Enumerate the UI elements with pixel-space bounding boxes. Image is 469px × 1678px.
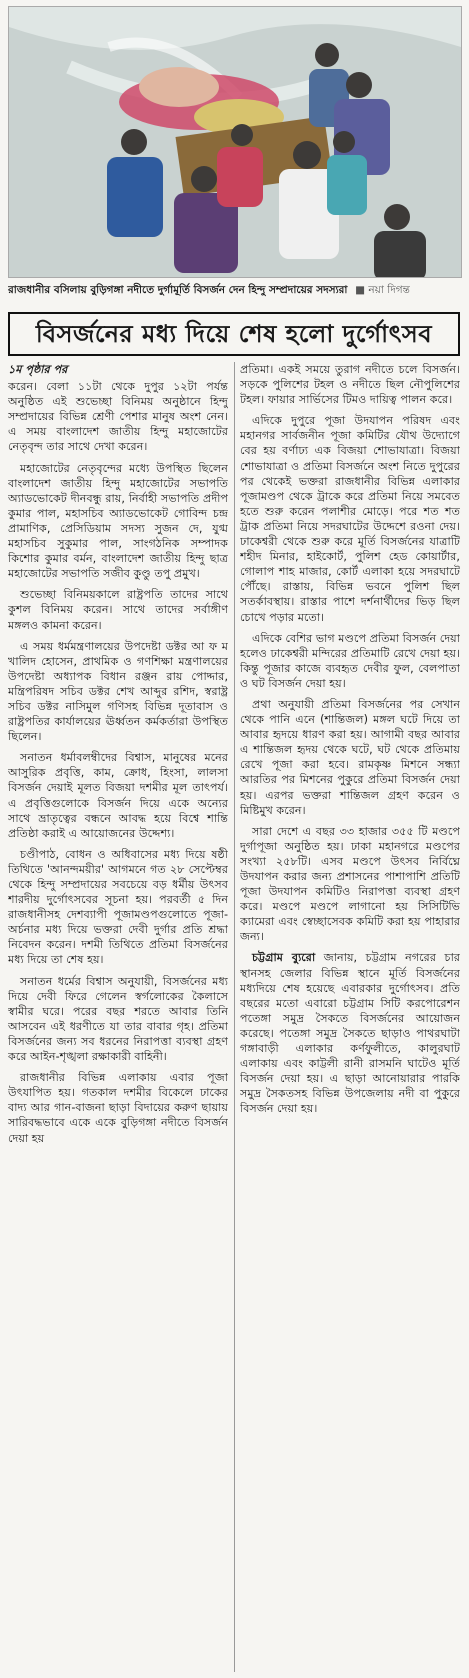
photo-caption — [8, 280, 460, 300]
continued-from-label: ১ম পৃষ্ঠার পর — [8, 363, 68, 376]
column-divider — [234, 362, 235, 1672]
paragraph: মহাজোটের নেতৃবৃন্দের মধ্যে উপস্থিত ছিলেন বাংলাদেশ জাতীয় হিন্দু মহাজোটের সভাপতি অ্যাডভোকেট দীনবন্ধু রায়, নির্বাহী সভাপতি প্রদীপ কুমার পাল, মহাসচিব অ্যাডভোকেট গোবিন্দ চন্দ্র প্রামাণিক, প্রেসিডিয়াম সদস্য সুজন দে, যুগ্ম মহাসচিব সুকুমার পাল, সাংগঠনিক সম্পাদক কিশোর কুমার বর্মন, বাংলাদেশ জাতীয় হিন্দু ছাত্র মহাজোটের সভাপতি সজীব কুণ্ডু তপু প্রমুখ। — [8, 461, 228, 581]
dateline-lead: চট্টগ্রাম ব্যুরো — [252, 951, 316, 965]
paragraph: প্রতিমা। একই সময়ে তুরাগ নদীতে চলে বিসর্জন। সড়কে পুলিশের টহল ও নদীতে ছিল নৌপুলিশের টহল। ফায়ার সার্ভিসের টিমও দায়িত্ব পালন করে। — [240, 363, 460, 407]
paragraph: সনাতন ধর্মের বিশ্বাস অনুযায়ী, বিসর্জনের মধ্য দিয়ে দেবী ফিরে গেলেন স্বর্গলোকের কৈলাসে স্বামীর ঘরে। পরের বছর শরতে আবার তিনি আসবেন এই ধরণীতে যা তার বাবার গৃহ। প্রতিমা বিসর্জনের জন্য সব ধরনের নিরাপত্তা ব্যবস্থা গ্রহণ করে আইন-শৃঙ্খলা রক্ষাকারী বাহিনী। — [8, 974, 228, 1064]
article-headline: বিসর্জনের মধ্য দিয়ে শেষ হলো দুর্গোৎসব — [8, 312, 460, 356]
paragraph: সারা দেশে এ বছর ৩৩ হাজার ৩৫৫ টি মণ্ডপে দুর্গাপূজা অনুষ্ঠিত হয়। ঢাকা মহানগরে মণ্ডপের সংখ্যা ২৫৮টি। এসব মণ্ডপে উৎসব নির্বিঘ্নে উদযাপন করার জন্য প্রশাসনের পাশাপাশি প্রতিটি পূজা উদযাপন কমিটিও নিরাপত্তা ব্যবস্থা গ্রহণ করে। মণ্ডপে মণ্ডপে লাগানো হয় সিসিটিভি ক্যামেরা এবং স্বেচ্ছাসেবক কমিটি করা হয় পাহারার জন্য। — [240, 824, 460, 944]
paragraph: এদিকে বেশির ভাগ মণ্ডপে প্রতিমা বিসর্জন দেয়া হলেও ঢাকেশ্বরী মন্দিরের প্রতিমাটি রেখে দেয়া হয়। কিন্তু পূজার কাজে ব্যবহৃত দেবীর ফুল, বেলপাতা ও ঘট বিসর্জন দেয়া হয়। — [240, 631, 460, 690]
news-photo — [8, 6, 462, 278]
paragraph: এ সময় ধর্মমন্ত্রণালয়ের উপদেষ্টা ডক্টর আ ফ ম খালিদ হোসেন, প্রাথমিক ও গণশিক্ষা মন্ত্রণালয়ের উপদেষ্টা অধ্যাপক বিধান রঞ্জন রায় পোদ্দার, মন্ত্রিপরিষদ সচিব ডক্টর শেখ আব্দুর রশিদ, স্বরাষ্ট্র সচিব ডক্টর নাসিমুল গণিসহ বিভিন্ন দূতাবাস ও রাষ্ট্রপতির কার্যালয়ের ঊর্ধ্বতন কর্মকর্তারা উপস্থিত ছিলেন। — [8, 639, 228, 744]
paragraph: প্রথা অনুযায়ী প্রতিমা বিসর্জনের পর সেখান থেকে পানি এনে (শান্তিজল) মঙ্গল ঘটে দিয়ে তা আবার হৃদয়ে ধারণ করা হয়। আগামী বছর আবার এ শান্তিজল হৃদয় থেকে ঘটে, ঘট থেকে প্রতিমায় রেখে পূজা করা হবে। রামকৃষ্ণ মিশনে সন্ধ্যা আরতির পর মিশনের পুকুরে প্রতিমা বিসর্জন দেয়া হয়। এরপর ভক্তরা শান্তিজল গ্রহণ করেন ও মিষ্টিমুখ করেন। — [240, 697, 460, 817]
paragraph: শুভেচ্ছা বিনিময়কালে রাষ্ট্রপতি তাদের সাথে কুশল বিনিময় করেন। সাথে তাদের সর্বাঙ্গীণ মঙ্গলও কামনা করেন। — [8, 588, 228, 632]
dateline-text: জানায়, চট্টগ্রাম নগরের চার স্থানসহ জেলার বিভিন্ন স্থানে মূর্তি বিসর্জনের মধ্যদিয়ে শেষ হয়েছে এবারকার দুর্গোৎসব। প্রতি বছরের মতো এবারো চট্টগ্রাম সিটি করপোরেশন পতেঙ্গা সমুদ্র সৈকতে বিসর্জনের আয়োজন করেছে। পতেঙ্গা সমুদ্র সৈকতে ছাড়াও পাথরঘাটা গঙ্গাবাড়ী এলাকার কর্ণফুলীতে, কালুরঘাট এলাকায় এবং কাট্টলী রানী রাসমনি ঘাটেও মূর্তি বিসর্জন দেয়া হয়। এ ছাড়া আনোয়ারার পারকি সমুদ্র সৈকতসহ বিভিন্ন উপজেলায় নদী বা পুকুরে বিসর্জন দেয়া হয়। — [240, 951, 460, 1116]
paragraph: রাজধানীর বিভিন্ন এলাকায় এবার পূজা উৎযাপিত হয়। গতকাল দশমীর বিকেলে ঢাকের বাদ্য আর গান-বাজনা ছাড়া বিদায়ের করুণ ছায়ায় সারিবদ্ধভাবে একে একে বুড়িগঙ্গা নদীতে বিসর্জন দেয়া হয় — [8, 1071, 228, 1145]
article-column-left — [8, 362, 228, 1672]
paragraph: চণ্ডীপাঠ, বোধন ও অধিবাসের মধ্য দিয়ে ষষ্ঠী তিথিতে 'আনন্দময়ীর' আগমনে গত ২৮ সেপ্টেম্বর থেকে হিন্দু সম্প্রদায়ের সবচেয়ে বড় ধর্মীয় উৎসব শারদীয় দুর্গোৎসবের সূচনা হয়। পরবর্তী ৫ দিন রাজধানীসহ দেশব্যাপী পূজামণ্ডপগুলোতে পূজা-অর্চনার মধ্য দিয়ে ভক্তরা দেবী দুর্গার প্রতি শ্রদ্ধা নিবেদন করেন। দশমী তিথিতে প্রতিমা বিসর্জনের মধ্য দিয়ে তা শেষ হয়। — [8, 847, 228, 967]
article-body — [8, 362, 460, 1672]
paragraph: সনাতন ধর্মাবলম্বীদের বিশ্বাস, মানুষের মনের আসুরিক প্রবৃত্তি, কাম, ক্রোধ, হিংসা, লালসা বিসর্জন দেয়াই মূলত বিজয়া দশমীর মূল তাৎপর্য। এ প্রবৃত্তিগুলোকে বিসর্জন দিয়ে একে অন্যের সাথে ভ্রাতৃত্বের বন্ধনে আবদ্ধ হয়ে বিশ্বে শান্তি প্রতিষ্ঠা করাই এ আয়োজনের উদ্দেশ্য। — [8, 751, 228, 840]
paragraph — [240, 950, 460, 1116]
article-column-right — [240, 362, 460, 1672]
paragraph: করেন। বেলা ১১টা থেকে দুপুর ১২টা পর্যন্ত অনুষ্ঠিত এই শুভেচ্ছা বিনিময় অনুষ্ঠানে হিন্দু সম্প্রদায়ের বিভিন্ন শ্রেণী পেশার মানুষ অংশ নেন। এ সময় বাংলাদেশ জাতীয় হিন্দু মহাজোটের নেতৃবৃন্দ তার সাথে দেখা করেন। — [8, 380, 228, 454]
immersion-scene-image — [9, 7, 461, 277]
caption-text: রাজধানীর বসিলায় বুড়িগঙ্গা নদীতে দুর্গামূর্তি বিসর্জন দেন হিন্দু সম্প্রদায়ের সদস্যরা — [8, 284, 348, 296]
paragraph: এদিকে দুপুরে পূজা উদযাপন পরিষদ এবং মহানগর সার্বজনীন পূজা কমিটির যৌথ উদ্যোগে বের হয় বর্ণাঢ্য এক বিজয়া শোভাযাত্রা। বিজয়া শোভাযাত্রা ও প্রতিমা বিসর্জনে অংশ নিতে দুপুরের পর থেকেই ভক্তরা রাজধানীর বিভিন্ন এলাকার পূজামণ্ডপ থেকে ট্রাকে করে প্রতিমা নিয়ে সমবেত হতে শুরু করেন পলাশীর মোড়ে। পরে শত শত ট্রাক প্রতিমা নিয়ে সদরঘাটের উদ্দেশে রওনা দেয়। ঢাকেশ্বরী থেকে শুরু করে মূর্তি বিসর্জনের যাত্রাটি শহীদ মিনার, হাইকোর্ট, পুলিশ হেড কোয়ার্টার, গোলাপ শাহ মাজার, কোর্ট এলাকা হয়ে সদরঘাটে পৌঁছে। রাস্তায়, বিভিন্ন ভবনে পুলিশ ছিল সতর্কাবস্থায়। রাস্তার পাশে দর্শনার্থীদের ভিড় ছিল চোখে পড়ার মতো। — [240, 414, 460, 624]
photo-credit: ■ নয়া দিগন্ত — [355, 284, 410, 296]
